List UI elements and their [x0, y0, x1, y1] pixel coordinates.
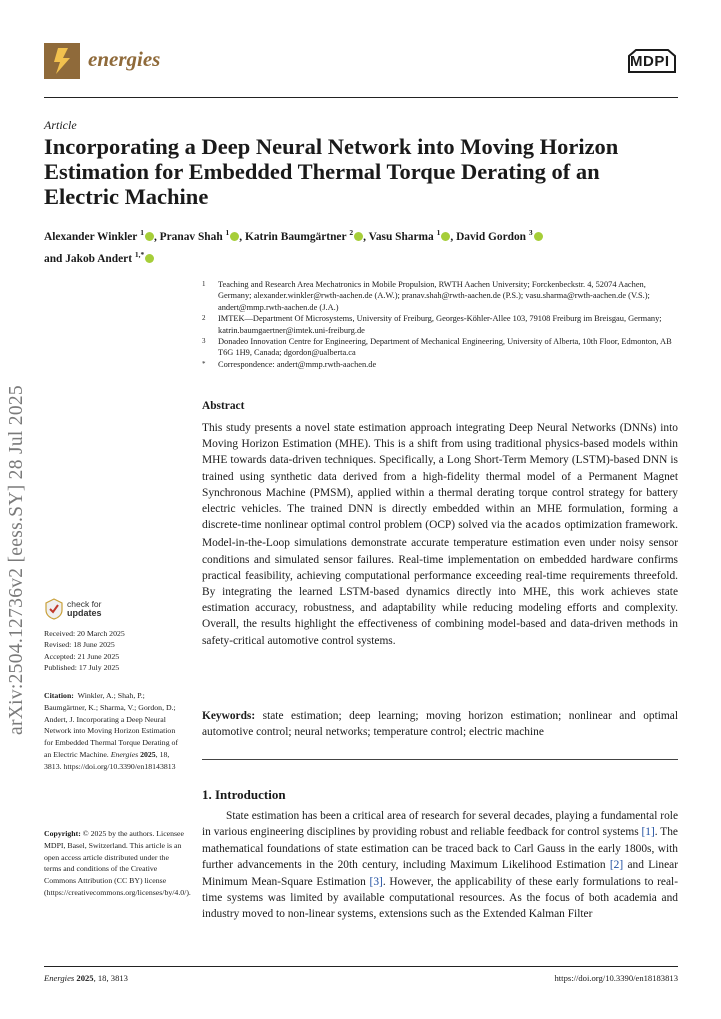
orcid-icon[interactable]	[145, 232, 154, 241]
check-updates-badge[interactable]	[67, 600, 102, 618]
author-name: Pranav Shah	[159, 230, 223, 243]
affiliation-text: Teaching and Research Area Mechatronics in Mobile Propulsion, RWTH Aachen University; Forckenbeckstr. 4, 52074 Aachen, Germany; alexander.winkler@rwth-aachen.de (A.W.); pranav.shah@rwth-aachen.de (P.S.); vasu.sharma@rwth-aachen.de (V.S.); andert@mmp.rwth-aachen.de (J.A.)	[218, 280, 650, 312]
date-received: Received: 20 March 2025	[44, 629, 125, 638]
author-affil-sup: 1	[225, 228, 230, 237]
footer-divider	[44, 966, 678, 967]
lightning-icon	[44, 43, 80, 79]
intro-text: State estimation has been a critical area of research for several decades, playing a fundamental role in various engineering disciplines by providing robust and reliable feedback for control systems	[202, 810, 678, 839]
keywords-text: state estimation; deep learning; moving horizon estimation; nonlinear and optimal automotive control; neural networks; temperature control; electric machine	[202, 710, 678, 739]
abstract-text: optimization framework. Model-in-the-Loop simulations demonstrate accurate temperature estimation even under noisy sensor conditions and simulated sensor failures. Real-time implementation on embedded hardware confirms practical feasibility, achieving computational performance exceeding real-time requirements threefold. By integrating the learned LSTM-based dynamics directly into MHE, this work achieves state estimation accuracy, robustness, and adaptability while reducing modeling efforts and complexity. Overall, the results highlight the effectiveness of combining model-based and data-driven methods in safety-critical automotive control systems.	[202, 519, 678, 647]
abstract-text: This study presents a novel state estimation approach integrating Deep Neural Networks (DNNs) into Moving Horizon Estimation (MHE). This is a shift from using traditional physics-based models within MHE towards data-driven techniques. Specifically, a Long Short-Term Memory (LSTM)-based DNN is trained using synthetic data derived from a high-fidelity thermal model of a Permanent Magnet Synchronous Machine (PMSM), applied within a thermal derating torque control strategy for battery electric vehicles. The trained DNN is directly embedded within an MHE formulation, forming a discrete-time nonlinear optimal control problem (OCP) solved via the	[202, 422, 678, 532]
author-affil-sup: 1,*	[134, 249, 145, 259]
author-name: Vasu Sharma	[368, 230, 434, 243]
intro-text: . The mathematical foundations of state estimation can be traced back to Carl Gauss in the early 1800s, with further advancements in the 20th century, including Maximum Likelihood Estimation	[202, 826, 678, 872]
affiliation-item	[202, 336, 680, 359]
check-updates-icon[interactable]	[44, 598, 64, 620]
intro-text: . However, the applicability of these early formulations to real-time systems was limited by available computational resources. As the focus of both academia and industry moved to non-linear systems, extensions such as the Extended Kalman Filter	[202, 875, 678, 921]
author[interactable]	[456, 228, 543, 243]
author[interactable]	[44, 228, 154, 243]
date-accepted: Accepted: 21 June 2025	[44, 651, 120, 661]
affiliation-item	[202, 279, 680, 313]
journal-logo	[44, 43, 80, 79]
author-affil-sup: 2	[349, 228, 354, 237]
check-updates-line1: check for	[67, 599, 102, 609]
affiliation-number: 2	[202, 314, 206, 323]
intro-paragraph	[202, 808, 678, 923]
date-published: Published: 17 July 2025	[44, 662, 120, 672]
abstract-heading: Abstract	[202, 400, 245, 412]
author-affil-sup: 1	[140, 228, 144, 237]
copyright-block	[44, 828, 191, 899]
keywords	[202, 708, 678, 740]
author-affil-sup: 1	[436, 228, 441, 237]
citation-link[interactable]: [2]	[609, 859, 624, 872]
author-affil-sup: 3	[528, 228, 533, 237]
author-list: Alexander Winkler $^1$ , Pranav Shah $^1$ , Katrin Baumgärtner $^2$ , Vasu Sharma $^1$ , David Gordon $^3$ and Jakob Andert $^{1,*}$	[44, 224, 678, 268]
orcid-icon[interactable]	[230, 232, 239, 241]
footer-year: 2025	[76, 973, 94, 983]
affiliation-text: Correspondence: andert@mmp.rwth-aachen.de	[218, 359, 377, 369]
paper-title: Incorporating a Deep Neural Network into Moving Horizon Estimation for Embedded Thermal Torque Derating of an Electric Machine	[44, 134, 619, 209]
date-revised: Revised: 18 June 2025	[44, 640, 115, 650]
citation-doi[interactable]: , 18, 3813. https://doi.org/10.3390/en18143813	[44, 749, 176, 771]
orcid-icon[interactable]	[441, 232, 450, 241]
keywords-divider	[202, 759, 678, 760]
publication-dates	[44, 628, 125, 673]
author-name: Jakob Andert	[65, 252, 133, 265]
footer-volume: , 18, 3813	[93, 973, 128, 983]
copyright-label: Copyright:	[44, 829, 81, 838]
orcid-icon[interactable]	[354, 232, 363, 241]
footer-citation	[44, 973, 128, 983]
keywords-label: Keywords:	[202, 710, 256, 722]
citation-link[interactable]: [3]	[369, 875, 383, 888]
orcid-icon[interactable]	[145, 254, 154, 263]
affiliation-item	[202, 359, 680, 370]
citation-block	[44, 690, 186, 773]
author-joiner: and	[44, 252, 63, 265]
article-type: Article	[44, 118, 77, 132]
affiliation-text: IMTEK—Department Of Microsystems, University of Freiburg, Georges-Köhler-Allee 103, 79108 Freiburg im Breisgau, Germany; katrin.baumgaertner@imtek.uni-freiburg.de	[218, 314, 662, 335]
intro-text: and Linear Minimum Mean-Square Estimation	[202, 859, 678, 888]
publisher-logo[interactable]: MDPI	[630, 53, 670, 70]
citation-journal: Energies	[110, 749, 139, 759]
author-name: David Gordon	[456, 230, 527, 243]
citation-label: Citation:	[44, 691, 74, 700]
author-name: Katrin Baumgärtner	[244, 230, 347, 243]
affiliation-number: 1	[202, 280, 206, 288]
journal-name[interactable]: energies	[88, 47, 161, 71]
check-updates-line2: updates	[67, 608, 102, 618]
affiliation-text: Donadeo Innovation Centre for Engineering, Department of Mechanical Engineering, University of Alberta, 10th Floor, Edmonton, AB T6G 1H9, Canada; dgordon@ualberta.ca	[218, 337, 672, 358]
author[interactable]	[65, 249, 154, 265]
abstract-body	[202, 420, 678, 649]
footer-doi-link[interactable]: https://doi.org/10.3390/en18183813	[554, 973, 678, 983]
citation-link[interactable]: [1]	[641, 826, 655, 839]
arxiv-identifier: arXiv:2504.12736v2 [eess.SY] 28 Jul 2025	[6, 385, 27, 735]
footer-journal: Energies	[44, 973, 75, 983]
author[interactable]	[244, 228, 363, 243]
author[interactable]	[159, 228, 240, 243]
citation-text: Winkler, A.; Shah, P.; Baumgärtner, K.; Sharma, V.; Gordon, D.; Andert, J. Incorporating a Deep Neural Network into Moving Horizon Estimation for Embedded Thermal Torque Derating of an Electric Machine.	[44, 691, 179, 759]
affiliation-number: *	[202, 359, 206, 368]
header-divider	[44, 97, 678, 98]
orcid-icon[interactable]	[534, 232, 543, 241]
section-heading: 1. Introduction	[202, 787, 286, 802]
author-name: Alexander Winkler	[44, 230, 138, 243]
abstract-code: acados	[525, 521, 562, 533]
affiliation-item	[202, 313, 680, 336]
affiliation-number: 3	[202, 337, 206, 346]
citation-year: 2025	[140, 749, 156, 759]
author[interactable]	[368, 228, 451, 243]
affiliations	[202, 279, 680, 370]
copyright-text: © 2025 by the authors. Licensee MDPI, Basel, Switzerland. This article is an open access article distributed under the terms and conditions of the Creative Commons Attribution (CC BY) license (https://creativecommons.org/licenses/by/4.0/).	[44, 829, 191, 897]
